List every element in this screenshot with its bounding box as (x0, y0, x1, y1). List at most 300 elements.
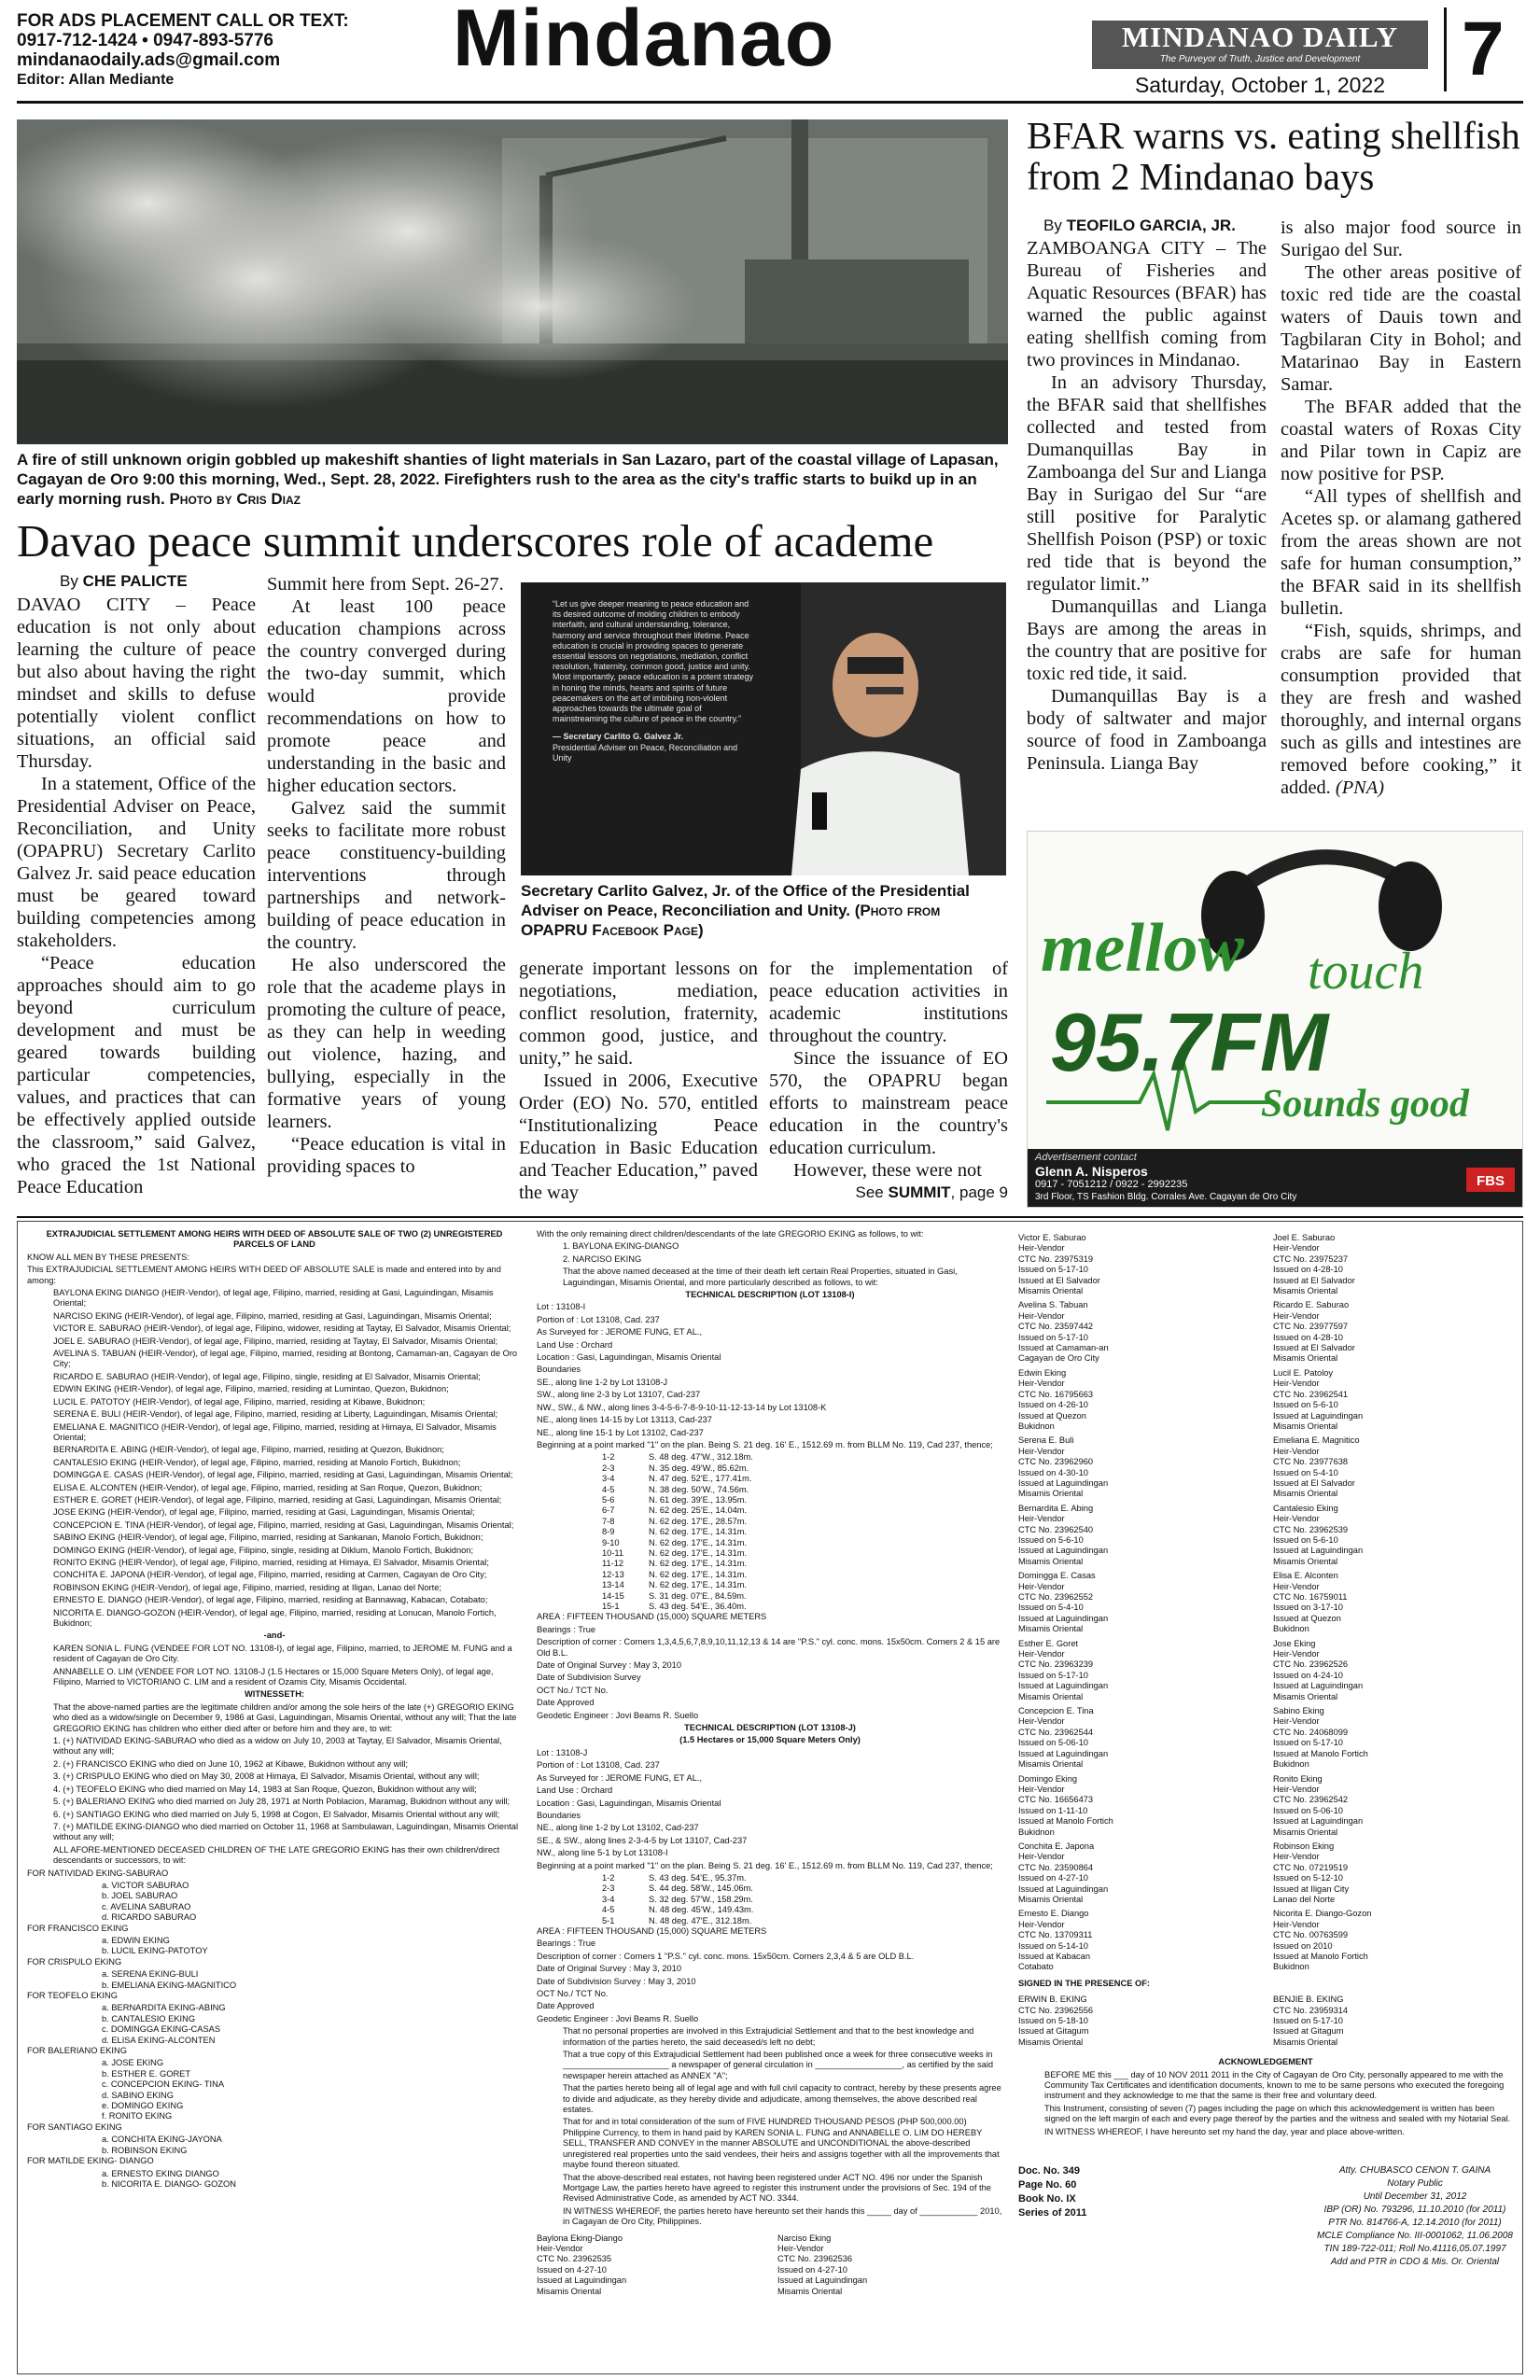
course-bearing: N. 62 deg. 17'E., 14.31m. (649, 1580, 748, 1590)
signature-line: Heir-Vendor (1273, 1310, 1320, 1321)
signature-line: Issued on 4-27-10 (1018, 1873, 1088, 1883)
signature-line: Misamis Oriental (1273, 1421, 1338, 1431)
ad-word-mellow: mellow (1041, 910, 1244, 987)
signature-line: Heir-Vendor (1018, 1514, 1065, 1524)
ack-text: This Instrument, consisting of seven (7) pages including the page on which this acknowledgement is written has been signed on the left margin of each and every page thereof by the parties and the witness and sealed with my Notarial Seal. (1044, 2103, 1511, 2124)
signature-line: Issued at El Salvador (1273, 1477, 1355, 1488)
heir-name: b. LUCIL EKING-PATOTOY (102, 1946, 208, 1956)
paragraph: for the implementation of peace education activities in academic institutions throughout the country. (769, 959, 1008, 1046)
party-entry: RICARDO E. SABURAO (HEIR-Vendor), of legal age, Filipino, single, residing at El Salvador, Misamis Oriental; (53, 1371, 481, 1381)
legal-intro: KNOW ALL MEN BY THESE PRESENTS: (27, 1252, 189, 1262)
signature-line: Issued on 2010 (1273, 1940, 1333, 1951)
paragraph: In a statement, Office of the Presidential Adviser on Peace, Reconciliation, and Unity (OPAPRU) Secretary Carlito Galvez Jr. said peace education must be geared toward building competencies among stakeholders. (17, 774, 256, 951)
survey-course-row (537, 1505, 1003, 1516)
bfar-column-1 (1027, 237, 1267, 775)
signature-line: CTC No. 24068099 (1273, 1727, 1349, 1737)
paragraph: The other areas positive of toxic red tide are the coastal waters of Dauis town and Tagbilaran City in Bohol; and Matarinao Bay in Eastern Samar. (1281, 262, 1521, 395)
survey-course-row (537, 1559, 1003, 1569)
paragraph-text: “Fish, squids, shrimps, and crabs are safe for human consumption provided that they are fresh and washed thoroughly, and internal organs such as gills and intestines are removed before cooking,” it added. (1281, 621, 1521, 798)
signature-line: Lanao del Norte (1273, 1894, 1336, 1904)
signature-line: Issued at El Salvador (1273, 1275, 1355, 1285)
signature-line: Issued at Gitagum (1273, 2026, 1344, 2037)
tech-line: Portion of : Lot 13108, Cad. 237 (537, 1760, 660, 1771)
doc-line: Doc. No. 349 (1018, 2165, 1081, 2177)
signature-line: Issued on 5-14-10 (1018, 1940, 1088, 1951)
course-line: 3-4 (602, 1894, 615, 1904)
ack-text: BEFORE ME this ___ day of 10 NOV 2011 2011 in the City of Cagayan de Oro City, personally appeared to me with the Community Tax Certificates and identification documents, known to me to be same persons who executed the foregoing instrument and they acknowledge to me that the same is their free and voluntary deed. (1044, 2069, 1505, 2101)
section-title: Mindanao (453, 0, 835, 83)
signature-line: Issued on 4-28-10 (1273, 1265, 1343, 1275)
signature-line: Issued on 5-06-10 (1018, 1738, 1088, 1748)
tech-line: Boundaries (537, 1365, 581, 1375)
signature-line: Issued on 4-26-10 (1018, 1400, 1088, 1410)
ads-phones: 0917-712-1424 • 0947-893-5776 (17, 31, 273, 50)
closing-paragraph: That a true copy of this Extrajudicial Settlement had been published once a week for three consecutive weeks in ______________________ a newspaper of general circulation in __________________, as certified by the said newspaper herein attached as ANNEX "A"; (563, 2050, 994, 2080)
notary-line: Notary Public (1387, 2178, 1443, 2190)
survey-course-row (537, 1905, 1003, 1915)
davao-headline: Davao peace summit underscores role of academe (17, 515, 934, 567)
ack-text: IN WITNESS WHEREOF, I have hereunto set my hand the day, year and place above-written. (1044, 2126, 1405, 2136)
course-bearing: N. 62 deg. 17'E., 14.31m. (649, 1547, 748, 1558)
survey-course-row (537, 1527, 1003, 1537)
signature-line: CTC No. 23962539 (1273, 1524, 1349, 1534)
signature-line: CTC No. 23975237 (1273, 1253, 1349, 1264)
tech-line: Date of Original Survey : May 3, 2010 (537, 1660, 682, 1671)
signature-line: Issued on 5-6-10 (1018, 1534, 1084, 1545)
course-line: 3-4 (602, 1474, 615, 1484)
party-entry: VICTOR E. SABURAO (HEIR-Vendor), of legal age, Filipino, widower, residing at Taytay, El Salvador, Misamis Oriental; (53, 1323, 511, 1334)
continued-jump-link[interactable] (769, 1182, 1008, 1204)
signature-line: CTC No. 16795663 (1018, 1389, 1094, 1399)
signature-line: Issued at Manolo Fortich (1273, 1952, 1368, 1961)
jump-prefix: See (855, 1183, 884, 1201)
page-number: 7 (1444, 7, 1505, 91)
heir-name: a. CONCHITA EKING-JAYONA (102, 2135, 222, 2145)
davao-byline (60, 572, 188, 591)
child-entry: 2. (+) FRANCISCO EKING who died on June 10, 1962 at Kibawe, Bukidnon without any will; (53, 1758, 409, 1769)
signature-line: Issued on 5-6-10 (1273, 1400, 1338, 1410)
signature-line: Issued at Laguindingan (1273, 1410, 1364, 1421)
child-entry: 6. (+) SANTIAGO EKING who died married on July 5, 1998 at Cogon, El Salvador, Misamis Oriental without any will; (53, 1809, 500, 1819)
signature-line: Issued at Gitagum (1018, 2026, 1089, 2037)
signature-line: CTC No. 23962552 (1018, 1592, 1094, 1602)
signature-line: Issued at Laguindingan (1018, 1748, 1109, 1758)
tech-line: Land Use : Orchard (537, 1785, 613, 1796)
course-line: 6-7 (602, 1505, 615, 1516)
course-bearing: S. 32 deg. 57'W., 158.29m. (649, 1894, 753, 1904)
paragraph: Dumanquillas Bay is a body of saltwater and major source of food in Zamboanga Peninsula. Lianga Bay (1027, 686, 1267, 774)
signature-line: Avelina S. Tabuan (1018, 1300, 1088, 1310)
notary-line: Add and PTR in CDO & Mis. Or. Oriental (1330, 2257, 1500, 2268)
signature-line: Victor E. Saburao (1018, 1233, 1086, 1242)
paragraph: “All types of shellfish and Acetes sp. or alamang gathered from the areas shown are not safe for human consumption,” the BFAR said in its shellfish bulletin. (1281, 486, 1521, 619)
tech-line: Beginning at a point marked "1" on the plan. Being S. 21 deg. 16' E., 1512.69 m. from BLLM No. 119, Cad 237, thence; (537, 1860, 993, 1870)
signature-line: Domingo Eking (1018, 1773, 1078, 1784)
galvez-photo (521, 582, 1006, 875)
tech-line: AREA : FIFTEEN THOUSAND (15,000) SQUARE METERS (537, 1925, 767, 1936)
signature-line: Baylona Eking-Diango (537, 2233, 623, 2243)
signature-line: Issued at Quezon (1273, 1613, 1341, 1623)
source-tag: (PNA) (1335, 777, 1384, 798)
closing-paragraph: That the parties hereto being all of legal age and with full civil capacity to contract, hereby by these presents agree to divide and adjudicate, as they hereby divide and adjudicate, among themselves, the above described real estates. (563, 2083, 1001, 2115)
signature-line: Ronito Eking (1273, 1773, 1323, 1784)
signature-line: Bukidnon (1018, 1421, 1055, 1431)
notary-line: Until December 31, 2012 (1363, 2191, 1467, 2203)
party-entry: JOSE EKING (HEIR-Vendor), of legal age, Filipino, married, residing at Gasi, Laguindingan, Misamis Oriental; (53, 1507, 475, 1518)
jump-keyword: SUMMIT (888, 1183, 951, 1201)
photo-quote-attribution: — Secretary Carlito G. Galvez Jr. (553, 732, 684, 742)
jump-suffix: , page 9 (950, 1183, 1008, 1201)
legal-para: With the only remaining direct children/descendants of the late GREGORIO EKING as follows, to wit: (537, 1229, 924, 1239)
tech-description-1 (537, 1302, 1003, 1721)
signature-line: Issued at Laguindingan (1018, 1883, 1109, 1894)
signature-line: Elisa E. Alconten (1273, 1571, 1338, 1581)
signature-line: CTC No. 23959314 (1273, 2005, 1349, 2015)
course-line: 12-13 (602, 1569, 624, 1579)
doc-line: Page No. 60 (1018, 2179, 1077, 2191)
tech-line: Bearings : True (537, 1939, 596, 1949)
signature-line: Issued on 5-6-10 (1273, 1534, 1338, 1545)
party-entry: ERNESTO E. DIANGO (HEIR-Vendor), of legal age, Filipino, married, residing at Bannawag, Kabacan, Cotabato; (53, 1595, 488, 1605)
signature-line: CTC No. 13709311 (1018, 1930, 1093, 1940)
remaining-children-list (537, 1241, 1003, 1265)
signature-line: Emeliana E. Magnitico (1273, 1435, 1360, 1446)
notary-line: IBP (OR) No. 793296, 11.10.2010 (for 2011) (1323, 2205, 1506, 2216)
brand-logo (1092, 21, 1428, 69)
signature-line: Misamis Oriental (1273, 1489, 1338, 1499)
party-entry: NICORITA E. DIANGO-GOZON (HEIR-Vendor), of legal age, Filipino, married, residing at Lonucan, Manolo Fortich, Bukidnon; (53, 1607, 497, 1628)
signature-line: Issued at Laguindingan (1018, 1681, 1109, 1691)
galvez-photo-credit: (Photo from OPAPRU Facebook Page) (521, 902, 941, 939)
heir-name: d. SABINO EKING (102, 2090, 174, 2100)
signature-line: Narciso Eking (777, 2233, 832, 2243)
course-bearing: N. 48 deg. 47'E., 312.18m. (649, 1915, 752, 1925)
tech-line: SE., along line 1-2 by Lot 13108-J (537, 1377, 668, 1387)
ad-contact-label: Advertisement contact (1035, 1152, 1137, 1163)
course-bearing: N. 47 deg. 52'E., 177.41m. (649, 1474, 752, 1484)
survey-course-row (537, 1517, 1003, 1527)
signature-line: Issued at Manolo Fortich (1273, 1748, 1368, 1758)
tech-line: NE., along line 1-2 by Lot 13102, Cad-237 (537, 1823, 699, 1833)
doc-line: Series of 2011 (1018, 2207, 1087, 2219)
child-entry: 5. (+) BALERIANO EKING who died married on July 28, 1971 at North Poblacion, Maramag, Bukidnon without any will; (53, 1797, 511, 1807)
signature-line: CTC No. 23977638 (1273, 1457, 1349, 1467)
party-entry: CONCEPCION E. TINA (HEIR-Vendor), of legal age, Filipino, married, residing at Gasi, Laguindingan, Misamis Oriental; (53, 1519, 514, 1530)
heir-name: e. DOMINGO EKING (102, 2101, 184, 2111)
signature-line: Heir-Vendor (1273, 1446, 1320, 1456)
issue-date: Saturday, October 1, 2022 (1134, 73, 1386, 97)
tech-line: OCT No./ TCT No. (537, 1989, 609, 1998)
tech-line: Lot : 13108-I (537, 1302, 586, 1312)
heir-name: a. JOSE EKING (102, 2058, 164, 2068)
course-line: 5-6 (602, 1494, 615, 1505)
course-bearing: N. 62 deg. 17'E., 14.31m. (649, 1527, 748, 1537)
party-entry: ESTHER E. GORET (HEIR-Vendor), of legal age, Filipino, married, residing at Gasi, Laguindingan, Misamis Oriental; (53, 1494, 502, 1505)
signature-line: Misamis Oriental (1018, 1691, 1084, 1701)
signature-line: Heir-Vendor (1018, 1919, 1065, 1929)
ad-contact-phones: 0917 - 7051212 / 0922 - 2992235 (1035, 1179, 1188, 1190)
heir-groups (27, 1869, 522, 2191)
course-bearing: N. 62 deg. 17'E., 14.31m. (649, 1537, 748, 1547)
course-bearing: N. 61 deg. 39'E., 13.95m. (649, 1494, 748, 1505)
heir-group-label: FOR CRISPULO EKING (27, 1956, 122, 1967)
heir-group-label: FOR FRANCISCO EKING (27, 1923, 129, 1933)
remaining-child: 1. BAYLONA EKING-DIANGO (563, 1241, 679, 1252)
survey-course-row (537, 1570, 1003, 1580)
heir-name: d. RICARDO SABURAO (102, 1912, 197, 1923)
paragraph: DAVAO CITY – Peace education is not only about learning the culture of peace but also about having the right mindset and skills to defuse potentially violent conflict situations, an official said Thursday. (17, 595, 256, 772)
signature-line: Heir-Vendor (1018, 1852, 1065, 1862)
masthead-rule (17, 101, 1523, 104)
tech-line: SW., along line 2-3 by Lot 13107, Cad-237 (537, 1390, 701, 1400)
paragraph: Summit here from Sept. 26-27. (267, 574, 504, 595)
signature-line: CTC No. 23975319 (1018, 1253, 1094, 1264)
signature-line: Misamis Oriental (1273, 1286, 1338, 1296)
course-bearing: N. 62 deg. 25'E., 14.04m. (649, 1505, 748, 1516)
tech-line: Description of corner : Corners 1 "P.S." cyl. conc. mons. 15x50cm. Corners 2,3,4 & 5 are OLD B.L. (537, 1951, 915, 1961)
party-entry: ROBINSON EKING (HEIR-Vendor), of legal age, Filipino, married, residing at Iligan, Lanao del Norte; (53, 1582, 441, 1592)
notary-signature-block (1317, 2165, 1513, 2270)
brand-tagline: The Purveyor of Truth, Justice and Development (1159, 54, 1361, 64)
heir-name: c. CONCEPCION EKING- TINA (102, 2079, 225, 2090)
byline-author: CHE PALICTE (82, 572, 188, 590)
signature-line: Issued on 4-27-10 (537, 2264, 607, 2275)
brand-name: MINDANAO DAILY (1121, 21, 1399, 53)
heir-name: b. ROBINSON EKING (102, 2145, 188, 2155)
signature-line: Misamis Oriental (1273, 1556, 1338, 1566)
course-line: 2-3 (602, 1463, 615, 1473)
galvez-photo-caption (521, 881, 1006, 940)
course-bearing: N. 38 deg. 50'W., 74.56m. (649, 1484, 749, 1494)
paragraph: generate important lessons on negotiations, mediation, conflict resolution, fraternity, common good, justice, and unity,” he said. (519, 959, 758, 1069)
children-list (27, 1736, 522, 1843)
party-entry: AVELINA S. TABUAN (HEIR-Vendor), of legal age, Filipino, married, residing at Bontong, Camaman-an, Cagayan de Oro City; (53, 1349, 518, 1369)
remaining-child: 2. NARCISO EKING (563, 1253, 642, 1264)
signature-line: Heir-Vendor (1273, 1784, 1320, 1794)
party-entry: SABINO EKING (HEIR-Vendor), of legal age, Filipino, married, residing at Sankanan, Manolo Fortich, Bukidnon; (53, 1533, 483, 1543)
signature-line: Heir-Vendor (537, 2243, 583, 2253)
course-bearing: N. 35 deg. 49'W., 85.62m. (649, 1463, 749, 1473)
signature-line: Concepcion E. Tina (1018, 1706, 1094, 1716)
signature-line: Robinson Eking (1273, 1841, 1335, 1851)
tech-line: Geodetic Engineer : Jovi Beams R. Suello (537, 2013, 699, 2023)
signature-line: Issued at Laguindingan (1018, 1613, 1109, 1623)
signature-line: Heir-Vendor (1273, 1243, 1320, 1253)
heir-name: b. EMELIANA EKING-MAGNITICO (102, 1980, 237, 1990)
legal-top-rule (17, 1216, 1523, 1218)
paragraph: “Peace education approaches should aim to go beyond curriculum development and must be geared towards building particular competencies, values, and practices that can be effectively applied outside the classroom,” said Galvez, who graced the 1st National Peace Education (17, 953, 256, 1197)
heir-name: b. CANTALESIO EKING (102, 2013, 196, 2023)
signature-line: Heir-Vendor (1273, 1581, 1320, 1591)
survey-course-row (537, 1463, 1003, 1474)
tech-line: Boundaries (537, 1810, 581, 1820)
witness-signature-grid (1018, 1991, 1513, 2048)
ad-word-touch: touch (1308, 943, 1424, 1001)
course-bearing: N. 62 deg. 17'E., 14.31m. (649, 1569, 748, 1579)
party-entry: BERNARDITA E. ABING (HEIR-Vendor), of legal age, Filipino, married, residing at Quezon, Bukidnon; (53, 1445, 444, 1455)
paragraph: Issued in 2006, Executive Order (EO) No. 570, entitled “Institutionalizing Peace Education in Basic Education and Teacher Education,” paved the way (519, 1071, 758, 1203)
fire-caption-text: A fire of still unknown origin gobbled up makeshift shanties of light materials in San Lazaro, part of the coastal village of Lapasan, Cagayan de Oro 9:00 this morning, Wed., Sept. 28, 2022. Firefighters rush to the area as the city's traffic starts to buikd up in an early morning rush. (17, 451, 999, 508)
signature-line: Heir-Vendor (1273, 1379, 1320, 1389)
signature-line: CTC No. 16656473 (1018, 1795, 1094, 1805)
signature-line: Misamis Oriental (1273, 1353, 1338, 1364)
closing-paragraph: That the above-described real estates, not having been registered under ACT NO. 496 nor under the Spanish Mortgage Law, the parties hereto have agreed to register this instrument under the provisions of Sec. 194 of the Revised Administrative Code, as amended by ACT NO. 3344. (563, 2172, 991, 2204)
tech-line: Date Approved (537, 2001, 595, 2011)
survey-course-row (537, 1895, 1003, 1905)
signature-line: CTC No. 23962535 (537, 2254, 612, 2264)
heir-name: f. RONITO EKING (102, 2111, 173, 2121)
child-entry: 1. (+) NATIVIDAD EKING-SABURAO who died as a widow on July 10, 2003 at Taytay, El Salvador, Misamis Oriental, without any will; (53, 1736, 502, 1757)
signature-line: Issued at Manolo Fortich (1018, 1816, 1113, 1827)
survey-course-row (537, 1580, 1003, 1590)
photo-quote-block (553, 599, 758, 763)
signature-line: Misamis Oriental (1018, 2037, 1084, 2047)
signature-line: Issued on 5-17-10 (1273, 1738, 1343, 1748)
paragraph: He also underscored the role that the academe plays in promoting the culture of peace, as they can help in weeding out violence, hazing, and bullying, especially in the formative years of young learners. (267, 955, 506, 1132)
course-bearing: S. 44 deg. 58'W., 145.06m. (649, 1883, 753, 1894)
notary-block (1018, 2165, 1513, 2270)
heir-name: a. SERENA EKING-BULI (102, 1969, 199, 1980)
survey-course-row (537, 1591, 1003, 1602)
signature-line: Heir-Vendor (1018, 1379, 1065, 1389)
legal-title: EXTRAJUDICIAL SETTLEMENT AMONG HEIRS WITH DEED OF ABSOLUTE SALE OF TWO (2) UNREGISTERED PARCELS OF LAND (46, 1229, 503, 1250)
signature-line: Issued at Laguindingan (537, 2275, 627, 2286)
course-line: 1-2 (602, 1872, 615, 1883)
party-entry: JOEL E. SABURAO (HEIR-Vendor), of legal age, Filipino, married, residing at Taytay, El Salvador, Misamis Oriental; (53, 1336, 498, 1346)
signature-line: Issued on 5-17-10 (1018, 1670, 1088, 1680)
signature-line: Misamis Oriental (1018, 1894, 1084, 1904)
davao-column-4 (769, 958, 1008, 1204)
tech-line: NW., SW., & NW., along lines 3-4-5-6-7-8-9-10-11-12-13-14 by Lot 13108-K (537, 1402, 827, 1412)
signature-line: BENJIE B. EKING (1273, 1995, 1344, 2005)
heir-signature-grid (1018, 1229, 1513, 1973)
tech-line: SE., & SW., along lines 2-3-4-5 by Lot 13107, Cad-237 (537, 1835, 748, 1845)
tech-line: As Surveyed for : JEROME FUNG, ET AL., (537, 1772, 703, 1783)
heir-name: a. VICTOR SABURAO (102, 1880, 189, 1890)
signature-line: Jose Eking (1273, 1638, 1316, 1648)
child-entry: 4. (+) TEOFELO EKING who died married on May 14, 1983 at San Roque, Quezon, Bukidnon without any will; (53, 1784, 477, 1794)
tech-line: Description of corner : Corners 1,3,4,5,6,7,8,9,10,11,12,13 & 14 are "P.S." cyl. conc. mons. 15x50cm. Corners 2 & 15 are Old B.L. (537, 1637, 1001, 1658)
paragraph: Since the issuance of EO 570, the OPAPRU began efforts to mainstream peace education in the country's education curriculum. (769, 1048, 1008, 1158)
course-bearing: N. 62 deg. 17'E., 14.31m. (649, 1559, 748, 1569)
notary-line: PTR No. 814766-A, 12.14.2010 (for 2011) (1328, 2218, 1502, 2229)
signature-line: Issued at Kabacan (1018, 1952, 1091, 1961)
signature-line: Heir-Vendor (1018, 1716, 1065, 1727)
galvez-caption-text: Secretary Carlito Galvez, Jr. of the Office of the Presidential Adviser on Peace, Reconciliation and Unity. (521, 882, 970, 919)
tech-line: OCT No./ TCT No. (537, 1685, 609, 1695)
person-head (833, 633, 918, 737)
survey-course-row (537, 1474, 1003, 1484)
tech-line: Beginning at a point marked "1" on the plan. Being S. 21 deg. 16' E., 1512.69 m. from BLLM No. 119, Cad 237, thence; (537, 1439, 993, 1449)
legal-column-1 (27, 1229, 522, 2370)
photo-quote-role: Presidential Adviser on Peace, Reconciliation and Unity (553, 742, 738, 763)
signature-line: Issued on 5-17-10 (1273, 2016, 1343, 2026)
tech-description-subtitle-2: (1.5 Hectares or 15,000 Square Meters Only) (679, 1735, 861, 1745)
signature-line: CTC No. 07219519 (1273, 1862, 1349, 1872)
party-entry: RONITO EKING (HEIR-Vendor), of legal age, Filipino, married, residing at Himaya, El Salvador, Misamis Oriental; (53, 1557, 489, 1567)
survey-course-row (537, 1485, 1003, 1495)
mellow-touch-radio-ad[interactable] (1027, 831, 1523, 1208)
signature-line: Misamis Oriental (1018, 1759, 1084, 1770)
closing-paragraph: IN WITNESS WHEREOF, the parties hereto have hereunto set their hands this _____ day of ____________ 2010, in Cagayan de Oro City, Philippines. (563, 2205, 1002, 2227)
signature-line: Issued on 5-12-10 (1273, 1873, 1343, 1883)
tech-line: NW., along line 5-1 by Lot 13108-I (537, 1848, 668, 1858)
tech-description-2 (537, 1748, 1003, 2024)
legal-para: That the above named deceased at the time of their death left certain Real Properties, situated in Gasi, Laguindingan, Misamis Oriental, and more particularly described as follows, to wit: (563, 1267, 958, 1287)
paragraph: In an advisory Thursday, the BFAR said that shellfishes collected and tested from Dumanquillas Bay in Zamboanga del Sur and Lianga Bay in Surigao del Sur “are still positive for Paralytic Shellfish Poison (PSP) or toxic red tide that is beyond the regulator limit.” (1027, 372, 1267, 595)
tech-line: Date Approved (537, 1698, 595, 1708)
davao-column-3 (519, 958, 758, 1204)
signature-line: Issued at Quezon (1018, 1410, 1086, 1421)
signature-line: Joel E. Saburao (1273, 1233, 1336, 1242)
signature-line: Issued on 4-24-10 (1273, 1670, 1343, 1680)
signature-line: Heir-Vendor (1273, 1649, 1320, 1659)
tech-line: AREA : FIFTEEN THOUSAND (15,000) SQUARE METERS (537, 1612, 767, 1622)
signature-line: CTC No. 23590864 (1018, 1862, 1094, 1872)
course-bearing: S. 48 deg. 47'W., 312.18m. (649, 1452, 753, 1463)
heir-name: b. NICORITA E. DIANGO- GOZON (102, 2178, 236, 2189)
tech-line: Land Use : Orchard (537, 1339, 613, 1350)
signature-line: Esther E. Goret (1018, 1638, 1079, 1648)
signature-line: Issued at El Salvador (1018, 1275, 1100, 1285)
signature-line: Issued at Laguindingan (1018, 1477, 1109, 1488)
heir-group-label: FOR SANTIAGO EKING (27, 2121, 122, 2132)
signature-line: Issued at Camaman-an (1018, 1343, 1109, 1353)
party-entry: DOMINGGA E. CASAS (HEIR-Vendor), of legal age, Filipino, married, residing at Gasi, Laguindingan, Misamis Oriental; (53, 1470, 513, 1480)
closing-paragraph: That no personal properties are involved in this Extrajudicial Settlement and that to the best knowledge and information of the parties hereto, the said deceased/s left no debt; (563, 2026, 974, 2047)
signature-line: Issued at Iligan City (1273, 1883, 1350, 1894)
notary-line: Atty. CHUBASCO CENON T. GAINA (1338, 2165, 1491, 2177)
heir-name: b. JOEL SABURAO (102, 1891, 178, 1901)
bfar-column-2 (1281, 217, 1521, 799)
course-line: 13-14 (602, 1580, 624, 1590)
signature-line: Domingga E. Casas (1018, 1571, 1096, 1581)
signature-line: Misamis Oriental (1273, 1691, 1338, 1701)
signature-line: Issued on 5-06-10 (1273, 1805, 1343, 1815)
signature-line: CTC No. 23962556 (1018, 2005, 1094, 2015)
signature-grid (537, 2230, 1003, 2297)
tech-line: Portion of : Lot 13108, Cad. 237 (537, 1314, 660, 1324)
signature-line: Issued at Laguindingan (1273, 1681, 1364, 1691)
tech-line: Date of Original Survey : May 3, 2010 (537, 1964, 682, 1974)
signature-line: Bukidnon (1018, 1827, 1055, 1837)
signature-line: Sabino Eking (1273, 1706, 1324, 1716)
legal-para: ALL AFORE-MENTIONED DECEASED CHILDREN OF THE LATE GREGORIO EKING has their own children/direct descendants or successors, to wit: (53, 1844, 500, 1866)
notary-line: TIN 189-722-011; Roll No.41116,05.07.1997 (1323, 2244, 1506, 2255)
editor-credit: Editor: Allan Mediante (17, 72, 175, 88)
signature-line: CTC No. 23962542 (1273, 1795, 1349, 1805)
heir-name: a. EDWIN EKING (102, 1935, 170, 1945)
bfar-headline: BFAR warns vs. eating shellfish from 2 Mindanao bays (1027, 114, 1520, 198)
signature-line: CTC No. 16759011 (1273, 1592, 1348, 1602)
party-entry: CANTALESIO EKING (HEIR-Vendor), of legal age, Filipino, married, residing at Manolo Fortich, Bukidnon; (53, 1457, 461, 1467)
course-line: 5-1 (602, 1915, 615, 1925)
fire-photo-credit: Photo by Cris Diaz (169, 490, 301, 508)
paragraph: Galvez said the summit seeks to facilitate more robust peace constituency-building interventions through partnerships and network-building of peace education in the country. (267, 798, 506, 953)
party-entry: CONCHITA E. JAPONA (HEIR-Vendor), of legal age, Filipino, married, residing at Carmen, Cagayan de Oro City; (53, 1570, 487, 1580)
party-entry: EMELIANA E. MAGNITICO (HEIR-Vendor), of legal age, Filipino, married, residing at Himaya, El Salvador, Misamis Oriental; (53, 1421, 497, 1442)
signature-line: Misamis Oriental (1273, 1827, 1338, 1837)
signature-line: Misamis Oriental (1018, 1624, 1084, 1634)
signature-line: Misamis Oriental (777, 2286, 843, 2296)
ads-email: mindanaodaily.ads@gmail.com (17, 50, 281, 70)
heir-name: d. ELISA EKING-ALCONTEN (102, 2035, 216, 2045)
signature-line: Bernardita E. Abing (1018, 1503, 1094, 1513)
survey-course-row (537, 1873, 1003, 1883)
signature-line: Ricardo E. Saburao (1273, 1300, 1350, 1310)
course-line: 11-12 (602, 1559, 624, 1569)
davao-column-2 (267, 573, 506, 1178)
